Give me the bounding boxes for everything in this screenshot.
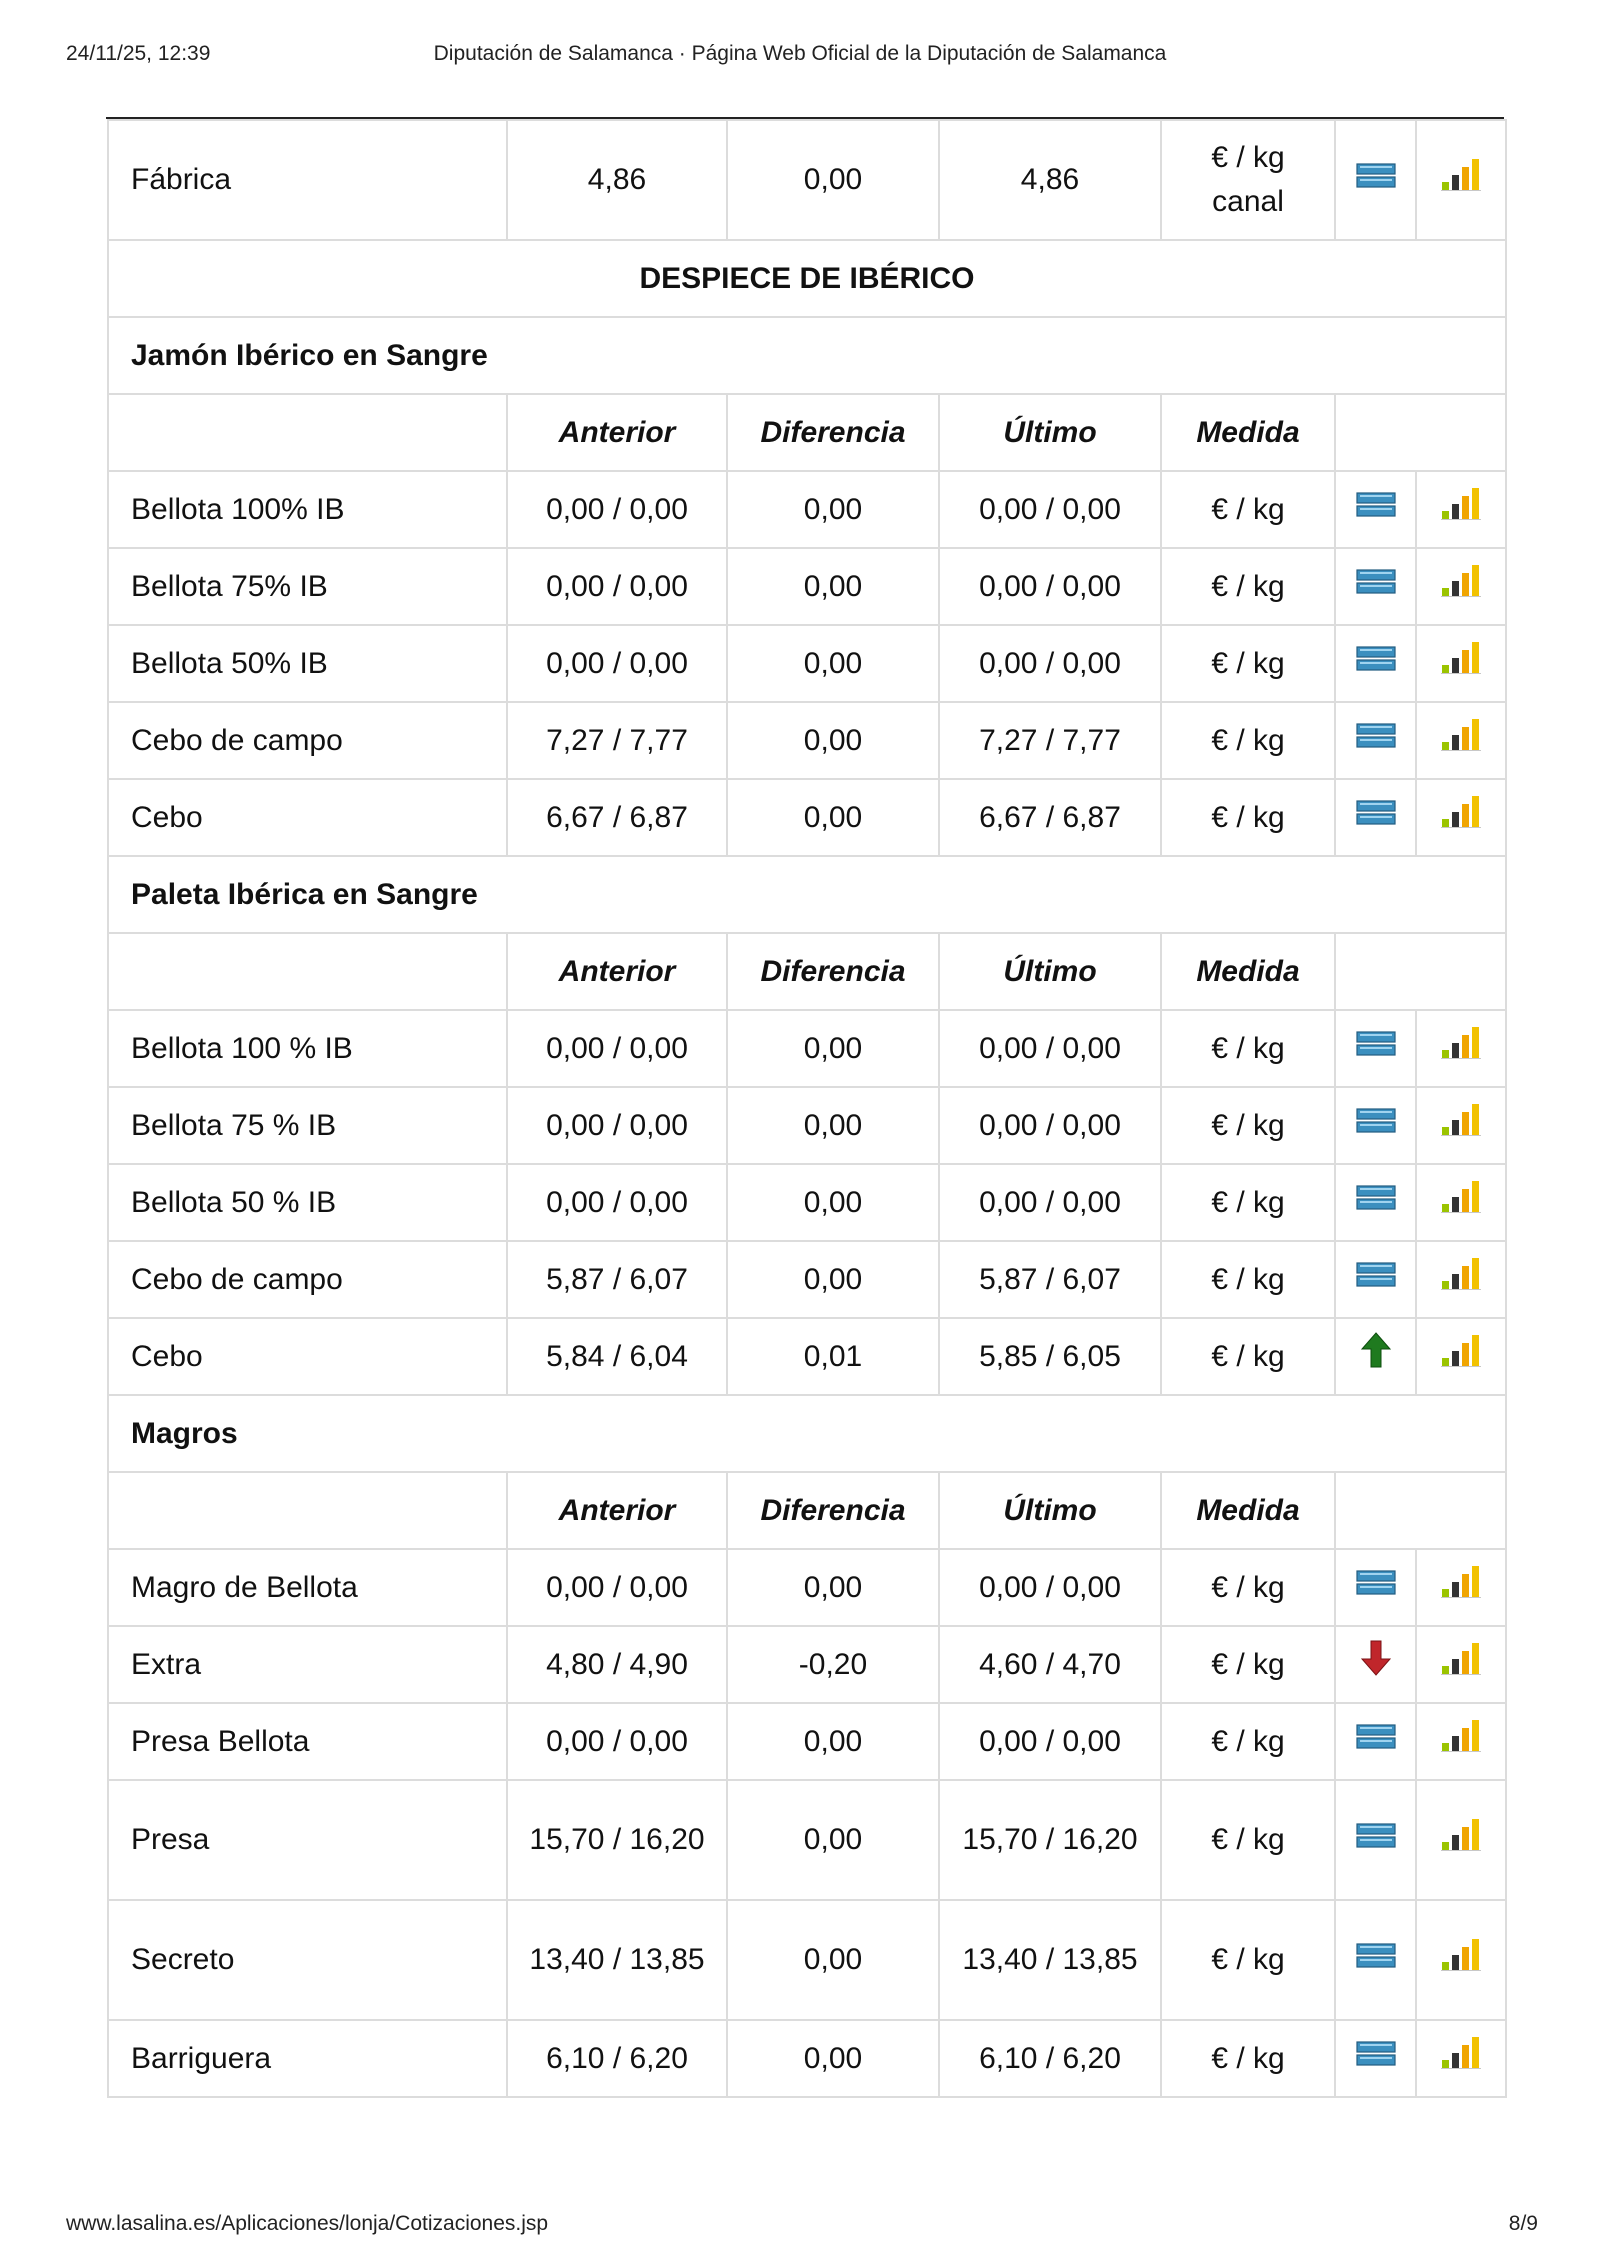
chart-cell[interactable]: [1416, 779, 1506, 856]
chart-cell[interactable]: [1416, 1780, 1506, 1900]
bar-chart-icon: [1441, 485, 1481, 534]
ultimo-value: 13,40 / 13,85: [939, 1900, 1161, 2020]
anterior-value: 4,86: [507, 120, 727, 240]
chart-cell[interactable]: [1416, 1010, 1506, 1087]
medida-value: € / kg: [1161, 1780, 1335, 1900]
diferencia-value: 0,00: [727, 1900, 939, 2020]
ultimo-value: 0,00 / 0,00: [939, 548, 1161, 625]
medida-value: € / kg: [1161, 1626, 1335, 1703]
table-row: [108, 1010, 1506, 1087]
trend-cell: [1335, 471, 1416, 548]
table-row: [108, 1241, 1506, 1318]
group-title-row: [108, 317, 1506, 394]
header-ultimo: Último: [939, 1472, 1161, 1549]
table-row: [108, 779, 1506, 856]
print-url: www.lasalina.es/Aplicaciones/lonja/Cotizaciones.jsp: [66, 2212, 549, 2235]
anterior-value: 0,00 / 0,00: [507, 1164, 727, 1241]
equal-trend-icon: [1356, 488, 1396, 532]
table-row: [108, 1164, 1506, 1241]
diferencia-value: 0,00: [727, 548, 939, 625]
trend-cell: [1335, 1087, 1416, 1164]
product-name: Bellota 100 % IB: [108, 1010, 507, 1087]
ultimo-value: 0,00 / 0,00: [939, 1549, 1161, 1626]
diferencia-value: 0,00: [727, 1703, 939, 1780]
trend-cell: [1335, 120, 1416, 240]
group-title: Magros: [108, 1395, 1506, 1472]
chart-cell[interactable]: [1416, 1626, 1506, 1703]
header-diferencia: Diferencia: [727, 394, 939, 471]
anterior-value: 6,67 / 6,87: [507, 779, 727, 856]
table-row: [108, 1780, 1506, 1900]
equal-trend-icon: [1356, 565, 1396, 609]
trend-cell: [1335, 2020, 1416, 2097]
section-title-row: [108, 240, 1506, 317]
anterior-value: 0,00 / 0,00: [507, 625, 727, 702]
diferencia-value: 0,00: [727, 471, 939, 548]
header-anterior: Anterior: [507, 1472, 727, 1549]
medida-value: € / kg: [1161, 1703, 1335, 1780]
diferencia-value: 0,00: [727, 1549, 939, 1626]
header-blank: [108, 394, 507, 471]
product-name: Fábrica: [108, 120, 507, 240]
medida-value: € / kg: [1161, 1318, 1335, 1395]
trend-cell: [1335, 1549, 1416, 1626]
trend-cell: [1335, 779, 1416, 856]
medida-unit: € / kg: [1211, 141, 1285, 174]
trend-cell: [1335, 702, 1416, 779]
anterior-value: 5,84 / 6,04: [507, 1318, 727, 1395]
equal-trend-icon: [1356, 1939, 1396, 1983]
product-name: Barriguera: [108, 2020, 507, 2097]
header-icons-blank: [1335, 394, 1506, 471]
print-header: [0, 38, 1600, 72]
table-row: [108, 1318, 1506, 1395]
equal-trend-icon: [1356, 2037, 1396, 2081]
equal-trend-icon: [1356, 1566, 1396, 1610]
equal-trend-icon: [1356, 1819, 1396, 1863]
product-name: Extra: [108, 1626, 507, 1703]
diferencia-value: 0,00: [727, 779, 939, 856]
medida-value: € / kg: [1161, 548, 1335, 625]
diferencia-value: 0,00: [727, 1780, 939, 1900]
down-arrow-icon: [1361, 1640, 1391, 1689]
product-name: Cebo de campo: [108, 702, 507, 779]
product-name: Bellota 50 % IB: [108, 1164, 507, 1241]
ultimo-value: 0,00 / 0,00: [939, 471, 1161, 548]
table-row: [108, 1087, 1506, 1164]
anterior-value: 0,00 / 0,00: [507, 1703, 727, 1780]
bar-chart-icon: [1441, 716, 1481, 765]
chart-cell[interactable]: [1416, 471, 1506, 548]
header-ultimo: Último: [939, 394, 1161, 471]
ultimo-value: 5,87 / 6,07: [939, 1241, 1161, 1318]
product-name: Presa: [108, 1780, 507, 1900]
ultimo-value: 4,86: [939, 120, 1161, 240]
chart-cell[interactable]: [1416, 1087, 1506, 1164]
product-name: Bellota 100% IB: [108, 471, 507, 548]
header-diferencia: Diferencia: [727, 933, 939, 1010]
product-name: Secreto: [108, 1900, 507, 2020]
diferencia-value: 0,00: [727, 1164, 939, 1241]
header-ultimo: Último: [939, 933, 1161, 1010]
product-name: Bellota 75% IB: [108, 548, 507, 625]
medida-value: € / kg: [1161, 2020, 1335, 2097]
trend-cell: [1335, 1900, 1416, 2020]
bar-chart-icon: [1441, 562, 1481, 611]
page-number: 8/9: [1508, 2212, 1538, 2235]
chart-cell[interactable]: [1416, 1900, 1506, 2020]
header-anterior: Anterior: [507, 394, 727, 471]
product-name: Bellota 50% IB: [108, 625, 507, 702]
ultimo-value: 0,00 / 0,00: [939, 625, 1161, 702]
trend-cell: [1335, 548, 1416, 625]
trend-cell: [1335, 1010, 1416, 1087]
table-row: [108, 1703, 1506, 1780]
trend-cell: [1335, 1703, 1416, 1780]
up-arrow-icon: [1361, 1332, 1391, 1381]
chart-cell[interactable]: [1416, 625, 1506, 702]
ultimo-value: 6,67 / 6,87: [939, 779, 1161, 856]
trend-cell: [1335, 625, 1416, 702]
chart-cell[interactable]: [1416, 120, 1506, 240]
bar-chart-icon: [1441, 1563, 1481, 1612]
table-row: [108, 471, 1506, 548]
equal-trend-icon: [1356, 1027, 1396, 1071]
table-row: [108, 548, 1506, 625]
section-title: DESPIECE DE IBÉRICO: [108, 240, 1506, 317]
medida-value: € / kg: [1161, 702, 1335, 779]
group-title: Paleta Ibérica en Sangre: [108, 856, 1506, 933]
table-row: [108, 625, 1506, 702]
chart-cell[interactable]: [1416, 548, 1506, 625]
trend-cell: [1335, 1241, 1416, 1318]
bar-chart-icon: [1441, 1178, 1481, 1227]
medida-value: € / kg: [1161, 1164, 1335, 1241]
anterior-value: 5,87 / 6,07: [507, 1241, 727, 1318]
chart-cell[interactable]: [1416, 702, 1506, 779]
equal-trend-icon: [1356, 719, 1396, 763]
print-datetime: 24/11/25, 12:39: [66, 42, 211, 65]
anterior-value: 6,10 / 6,20: [507, 2020, 727, 2097]
bar-chart-icon: [1441, 1101, 1481, 1150]
medida-basis: canal: [1212, 185, 1284, 218]
diferencia-value: 0,00: [727, 625, 939, 702]
medida-value: [1161, 120, 1335, 240]
table-row: [108, 120, 1506, 240]
anterior-value: 0,00 / 0,00: [507, 471, 727, 548]
diferencia-value: 0,00: [727, 2020, 939, 2097]
product-name: Cebo: [108, 1318, 507, 1395]
header-icons-blank: [1335, 933, 1506, 1010]
ultimo-value: 0,00 / 0,00: [939, 1010, 1161, 1087]
table-row: [108, 1900, 1506, 2020]
header-blank: [108, 1472, 507, 1549]
chart-cell[interactable]: [1416, 1318, 1506, 1395]
product-name: Magro de Bellota: [108, 1549, 507, 1626]
diferencia-value: -0,20: [727, 1626, 939, 1703]
header-blank: [108, 933, 507, 1010]
anterior-value: 0,00 / 0,00: [507, 548, 727, 625]
bar-chart-icon: [1441, 1255, 1481, 1304]
equal-trend-icon: [1356, 1258, 1396, 1302]
ultimo-value: 0,00 / 0,00: [939, 1087, 1161, 1164]
diferencia-value: 0,00: [727, 1241, 939, 1318]
medida-value: € / kg: [1161, 1087, 1335, 1164]
equal-trend-icon: [1356, 1104, 1396, 1148]
column-header-row: [108, 394, 1506, 471]
ultimo-value: 0,00 / 0,00: [939, 1703, 1161, 1780]
bar-chart-icon: [1441, 1332, 1481, 1381]
diferencia-value: 0,00: [727, 1087, 939, 1164]
bar-chart-icon: [1441, 2034, 1481, 2083]
bar-chart-icon: [1441, 1024, 1481, 1073]
trend-cell: [1335, 1780, 1416, 1900]
table-row: [108, 1626, 1506, 1703]
product-name: Presa Bellota: [108, 1703, 507, 1780]
table-row: [108, 702, 1506, 779]
bar-chart-icon: [1441, 1936, 1481, 1985]
medida-value: € / kg: [1161, 471, 1335, 548]
chart-cell[interactable]: [1416, 2020, 1506, 2097]
anterior-value: 7,27 / 7,77: [507, 702, 727, 779]
medida-value: € / kg: [1161, 1010, 1335, 1087]
ultimo-value: 0,00 / 0,00: [939, 1164, 1161, 1241]
header-medida: Medida: [1161, 933, 1335, 1010]
anterior-value: 4,80 / 4,90: [507, 1626, 727, 1703]
header-icons-blank: [1335, 1472, 1506, 1549]
ultimo-value: 4,60 / 4,70: [939, 1626, 1161, 1703]
chart-cell[interactable]: [1416, 1549, 1506, 1626]
ultimo-value: 15,70 / 16,20: [939, 1780, 1161, 1900]
medida-value: € / kg: [1161, 1900, 1335, 2020]
chart-cell[interactable]: [1416, 1241, 1506, 1318]
bar-chart-icon: [1441, 156, 1481, 205]
header-medida: Medida: [1161, 394, 1335, 471]
medida-value: € / kg: [1161, 625, 1335, 702]
equal-trend-icon: [1356, 642, 1396, 686]
bar-chart-icon: [1441, 1640, 1481, 1689]
equal-trend-icon: [1356, 1720, 1396, 1764]
trend-cell: [1335, 1164, 1416, 1241]
ultimo-value: 5,85 / 6,05: [939, 1318, 1161, 1395]
table-row: [108, 1549, 1506, 1626]
bar-chart-icon: [1441, 1816, 1481, 1865]
trend-cell: [1335, 1626, 1416, 1703]
header-medida: Medida: [1161, 1472, 1335, 1549]
product-name: Cebo de campo: [108, 1241, 507, 1318]
medida-value: € / kg: [1161, 1549, 1335, 1626]
group-title-row: [108, 856, 1506, 933]
bar-chart-icon: [1441, 639, 1481, 688]
equal-trend-icon: [1356, 796, 1396, 840]
column-header-row: [108, 1472, 1506, 1549]
product-name: Cebo: [108, 779, 507, 856]
group-title: Jamón Ibérico en Sangre: [108, 317, 1506, 394]
anterior-value: 0,00 / 0,00: [507, 1010, 727, 1087]
anterior-value: 0,00 / 0,00: [507, 1087, 727, 1164]
diferencia-value: 0,00: [727, 120, 939, 240]
medida-value: € / kg: [1161, 779, 1335, 856]
anterior-value: 0,00 / 0,00: [507, 1549, 727, 1626]
table-row: [108, 2020, 1506, 2097]
product-name: Bellota 75 % IB: [108, 1087, 507, 1164]
medida-value: € / kg: [1161, 1241, 1335, 1318]
anterior-value: 13,40 / 13,85: [507, 1900, 727, 2020]
chart-cell[interactable]: [1416, 1164, 1506, 1241]
group-title-row: [108, 1395, 1506, 1472]
anterior-value: 15,70 / 16,20: [507, 1780, 727, 1900]
trend-cell: [1335, 1318, 1416, 1395]
diferencia-value: 0,00: [727, 702, 939, 779]
print-page-title: Diputación de Salamanca · Página Web Oficial de la Diputación de Salamanca: [433, 42, 1167, 65]
equal-trend-icon: [1356, 1181, 1396, 1225]
header-anterior: Anterior: [507, 933, 727, 1010]
ultimo-value: 6,10 / 6,20: [939, 2020, 1161, 2097]
bar-chart-icon: [1441, 1717, 1481, 1766]
bar-chart-icon: [1441, 793, 1481, 842]
equal-trend-icon: [1356, 159, 1396, 203]
ultimo-value: 7,27 / 7,77: [939, 702, 1161, 779]
chart-cell[interactable]: [1416, 1703, 1506, 1780]
quotes-table: [107, 119, 1507, 2098]
header-diferencia: Diferencia: [727, 1472, 939, 1549]
diferencia-value: 0,00: [727, 1010, 939, 1087]
column-header-row: [108, 933, 1506, 1010]
diferencia-value: 0,01: [727, 1318, 939, 1395]
